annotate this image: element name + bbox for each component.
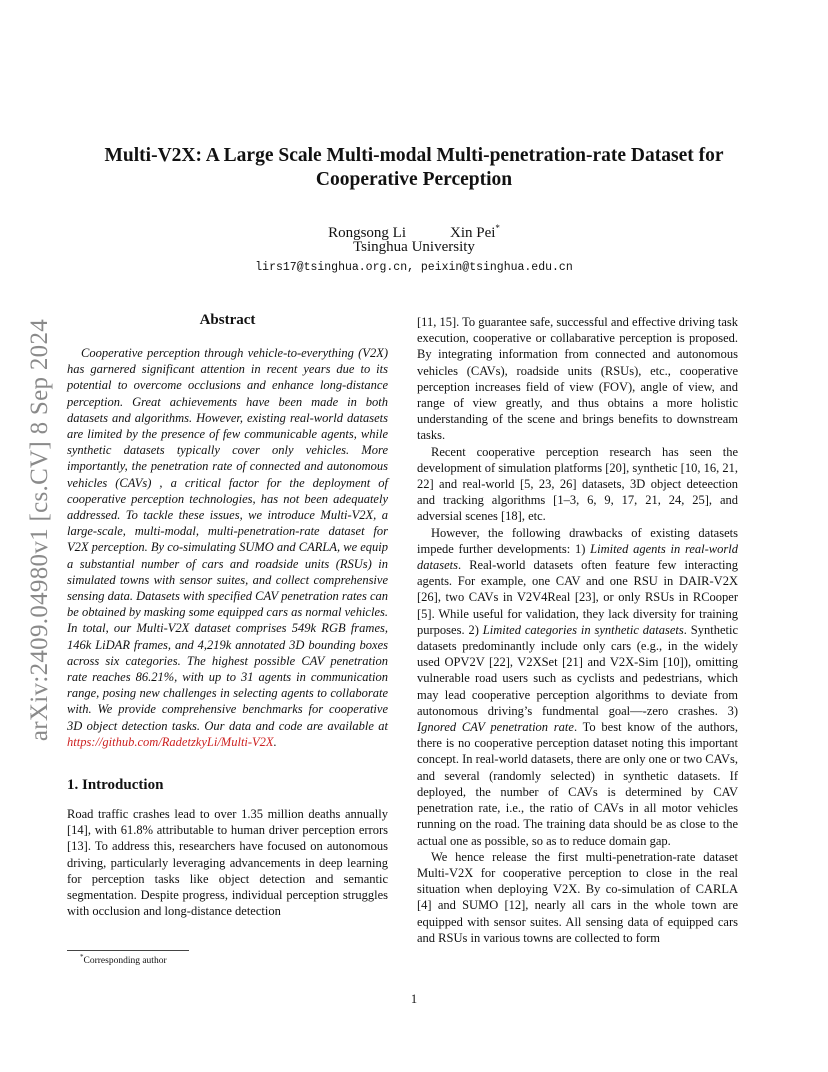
- paper-title-line-2: Cooperative Perception: [315, 169, 513, 190]
- author-2: Xin Pei: [450, 225, 496, 241]
- right-paragraph-1: [11, 15]. To guarantee safe, successful and effective driving task execution, cooperative or collabarative perception is proposed. By integrating information from connected and autonomous vehicles (CAVs), roadside units (RSUs), etc., cooperative perception increases field of view (FOV), angle of view, and range of view greatly, and thus obtains a more holistic understanding of the scene and brings benefits to downstream tasks.: [417, 315, 739, 443]
- footnote-divider: [67, 950, 189, 951]
- drawback-1-text: . Real-world datasets often feature few interacting agents. For example, one CAV and one RSU in DAIR-V2X [26], two CAVs in V2V4Real [23], or only RSUs in RCooper [5]. While useful for validation, they lack diversity for training purposes. 2): [417, 558, 738, 637]
- arxiv-identifier: arXiv:2409.04980v1 [cs.CV] 8 Sep 2024: [26, 318, 53, 742]
- drawback-1-title: Limited agents in real-world datasets: [417, 541, 738, 573]
- arxiv-sidebar: [12, 290, 68, 770]
- affiliation: Tsinghua University: [353, 239, 475, 255]
- footnote-mark: *: [80, 953, 84, 961]
- abstract-end: .: [273, 734, 277, 749]
- corresponding-mark: *: [495, 223, 500, 233]
- author-emails: lirs17@tsinghua.org.cn, peixin@tsinghua.edu.cn: [255, 261, 573, 274]
- drawbacks-intro: However, the following drawbacks of existing datasets impede further developments: 1): [417, 525, 738, 556]
- footnote-text: Corresponding author: [83, 956, 167, 967]
- introduction-heading: 1. Introduction: [67, 777, 164, 794]
- abstract-body: Cooperative perception through vehicle-to-everything (V2X) has garnered significant attention in recent years due to its potential to overcome occlusions and enhance long-distance perception. Great achievements have been made in both datasets and algorithms. However, existing real-world datasets are limited by the presence of few communicable agents, while synthetic datasets typically cover only vehicles. More importantly, the penetration rate of connected and autonomous vehicles (CAVs) , a critical factor for the deployment of cooperative perception technologies, has not been adequately addressed. To tackle these issues, we introduce Multi-V2X, a large-scale, multi-modal, multi-penetration-rate dataset for V2X perception. By co-simulating SUMO and CARLA, we equip a substantial number of cars and roadside units (RSUs) in simulated towns with sensor suites, and collect comprehensive sensing data. Datasets with specified CAV penetration rates can be obtained by masking some equipped cars as normal vehicles. In total, our Multi-V2X dataset comprises 549k RGB frames, 146k LiDAR frames, and 4,219k annotated 3D bounding boxes across six categories. The highest possible CAV penetration rate reaches 86.21%, with up to 31 agents in communication range, posing new challenges in selecting agents to collaborate with. We provide comprehensive benchmarks for cooperative 3D object detection tasks. Our data and code are available at: [67, 346, 389, 733]
- right-paragraph-2: Recent cooperative perception research has seen the development of simulation platforms [20], synthetic [10, 16, 21, 22] and real-world [5, 23, 26] datasets, 3D object deteection and tracking algorithms [1–3, 6, 9, 17, 21, 24, 25], and adversial scenes [18], etc.: [417, 444, 738, 524]
- paper-title: [60, 144, 768, 192]
- drawback-2-text: . Synthetic datasets predominantly include only cars (e.g., in the widely used OPV2V [22], V2XSet [21] and V2X-Sim [10]), omitting vulnerable road users such as cyclists and pedestrians, which may lead cooperative perception algorithms to deviate from autonomous driving’s fundmental goal—-zero crashes. 3): [417, 622, 739, 718]
- right-column: [417, 314, 738, 946]
- footnote: [80, 953, 167, 966]
- abstract-text: [67, 345, 388, 750]
- paper-title-line-1: Multi-V2X: A Large Scale Multi-modal Multi-penetration-rate Dataset for: [104, 145, 724, 166]
- drawback-3-title: Ignored CAV penetration rate: [417, 720, 574, 735]
- left-column: [67, 312, 388, 920]
- intro-paragraph-1: Road traffic crashes lead to over 1.35 million deaths annually [14], with 61.8% attributable to human driver perception errors [13]. To address this, researchers have focused on autonomous driving, particularly leveraging advancements in deep learning for perception tasks like object detection and semantic segmentation. Despite progress, individual perception struggles with occlusion and long-distance detection: [67, 807, 388, 919]
- drawback-2-title: Limited categories in synthetic datasets: [482, 622, 684, 637]
- drawback-3-text: . To best know of the authors, there is no cooperative perception dataset noting this important concept. In real-world datasets, there are only one or two CAVs, and several (randomly selected) in synthetic datasets. If deployed, the number of CAVs is determined by CAV penetration rate, i.e., the ratio of CAVs in all motor vehicles running on the road. The training data should be as close to the actual one as possible, so as to reduce domain gap.: [417, 720, 738, 848]
- right-paragraph-4: We hence release the first multi-penetration-rate dataset Multi-V2X for cooperative perception to close in the real situation when deploying V2X. By co-simulation of CARLA [4] and SUMO [12], nearly all cars in the whole town are equipped with sensor suites. All sensing data of equipped cars and RSUs in various towns are collected to form: [417, 849, 738, 945]
- abstract-heading: Abstract: [199, 312, 256, 328]
- author-1: Rongsong Li: [328, 225, 406, 241]
- page-number: 1: [410, 992, 418, 1006]
- code-link[interactable]: https://github.com/RadetzkyLi/Multi-V2X: [67, 734, 274, 749]
- right-paragraph-3: [417, 525, 738, 849]
